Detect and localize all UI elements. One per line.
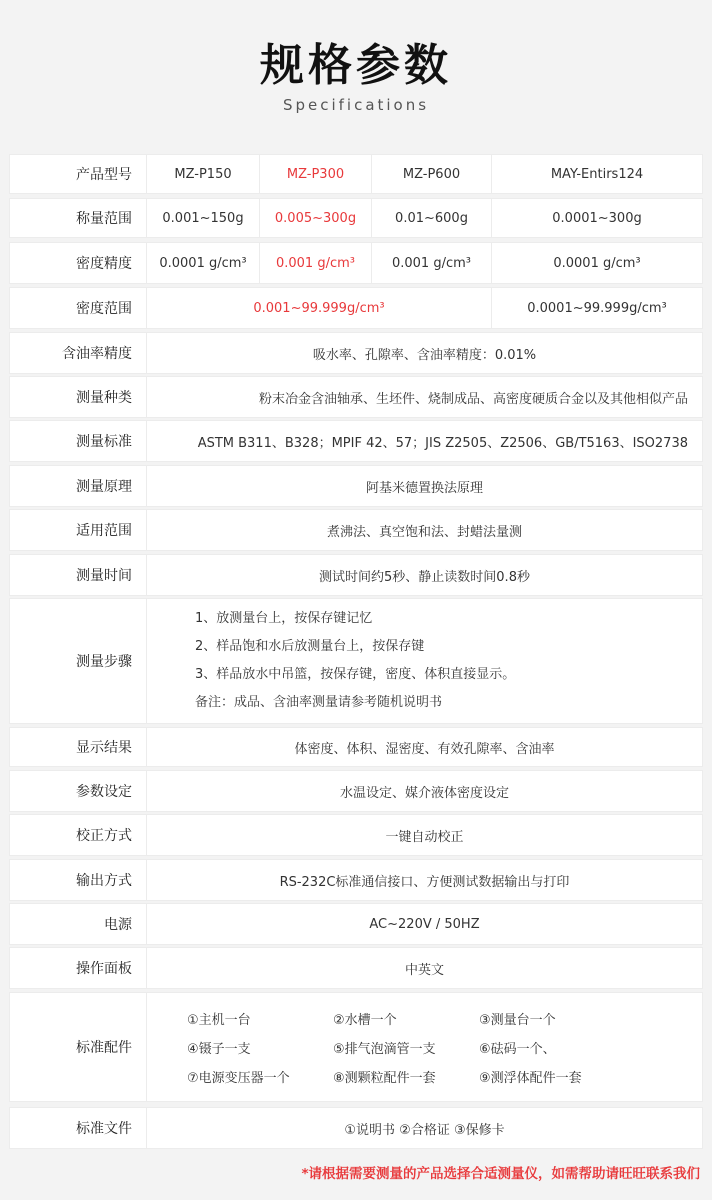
row-cells <box>147 243 702 283</box>
row-label: 测量种类 <box>10 377 147 417</box>
row-value: 体密度、体积、湿密度、有效孔隙率、含油率 <box>294 741 555 757</box>
step-note: 备注：成品、含油率测量请参考随机说明书 <box>195 695 443 710</box>
row-value: 一键自动校正 <box>385 829 464 845</box>
accessory-item: ⑧测颗粒配件一套 <box>333 1070 436 1086</box>
row-value: ASTM B311、B328；MPIF 42、57；JIS Z2505、Z2506、GB/T5163、ISO2738 <box>197 435 688 451</box>
accessory-item: ①主机一台 <box>187 1012 251 1028</box>
density-range-cell: 0.0001~99.999g/cm³ <box>527 300 667 316</box>
range-cell: 0.001~150g <box>147 199 260 237</box>
row-label: 参数设定 <box>10 771 147 811</box>
row-output <box>10 860 702 900</box>
accessory-item: ⑦电源变压器一个 <box>187 1070 290 1086</box>
row-label: 输出方式 <box>10 860 147 900</box>
row-label: 含油率精度 <box>10 333 147 373</box>
row-params <box>10 771 702 811</box>
page-title: 规格参数 <box>260 40 452 91</box>
row-label: 产品型号 <box>10 155 147 193</box>
row-value: 中英文 <box>404 962 444 978</box>
row-value: 水温设定、媒介液体密度设定 <box>339 785 509 801</box>
row-label: 测量原理 <box>10 466 147 506</box>
row-range <box>10 199 702 237</box>
precision-cell: 0.0001 g/cm³ <box>147 243 260 283</box>
row-value: 煮沸法、真空饱和法、封蜡法量测 <box>326 524 522 540</box>
range-cell-highlight: 0.005~300g <box>260 199 372 237</box>
model-cell: MZ-P600 <box>372 155 492 193</box>
model-cell-highlight: MZ-P300 <box>260 155 372 193</box>
row-label: 测量时间 <box>10 555 147 595</box>
row-principle <box>10 466 702 506</box>
row-label: 显示结果 <box>10 728 147 766</box>
model-cell: MZ-P150 <box>147 155 260 193</box>
row-scope <box>10 510 702 550</box>
row-label: 适用范围 <box>10 510 147 550</box>
precision-cell: 0.0001 g/cm³ <box>553 255 641 271</box>
row-label: 标准文件 <box>10 1108 147 1148</box>
row-label: 校正方式 <box>10 815 147 855</box>
row-time <box>10 555 702 595</box>
row-steps <box>10 599 702 723</box>
row-label: 标准配件 <box>10 993 147 1101</box>
accessories-grid <box>147 993 702 1101</box>
row-panel <box>10 948 702 988</box>
row-label: 测量步骤 <box>10 599 147 723</box>
range-cell: 0.0001~300g <box>552 210 642 226</box>
accessory-item: ⑨测浮体配件一套 <box>479 1070 582 1086</box>
row-measure-type <box>10 377 702 417</box>
row-value: 吸水率、孔隙率、含油率精度：0.01% <box>312 347 537 363</box>
row-accessories <box>10 993 702 1101</box>
row-label: 密度范围 <box>10 288 147 328</box>
row-value: 测试时间约5秒、静止读数时间0.8秒 <box>319 569 530 585</box>
accessory-item: ⑥砝码一个、 <box>479 1041 556 1057</box>
accessory-item: ②水槽一个 <box>333 1012 397 1028</box>
density-range-cell-highlight: 0.001~99.999g/cm³ <box>147 288 492 328</box>
row-cells <box>147 199 702 237</box>
accessory-item: ③测量台一个 <box>479 1012 556 1028</box>
accessory-item: ④镊子一支 <box>187 1041 251 1057</box>
row-documents <box>10 1108 702 1148</box>
row-standard <box>10 421 702 461</box>
model-cell: MAY-Entirs124 <box>550 166 644 182</box>
row-value: 阿基米德置换法原理 <box>365 480 483 496</box>
row-models <box>10 155 702 193</box>
row-power <box>10 904 702 944</box>
row-label: 密度精度 <box>10 243 147 283</box>
row-cells <box>147 288 702 328</box>
accessory-item: ⑤排气泡滴管一支 <box>333 1041 436 1057</box>
row-value: 粉末冶金含油轴承、生坯件、烧制成品、高密度硬质合金以及其他相似产品 <box>258 391 688 407</box>
row-oil-precision <box>10 333 702 373</box>
step-item: 3、样品放水中吊篮，按保存键，密度、体积直接显示。 <box>195 667 516 682</box>
precision-cell-highlight: 0.001 g/cm³ <box>260 243 372 283</box>
row-display <box>10 728 702 766</box>
row-value: RS-232C标准通信接口、方便测试数据输出与打印 <box>279 874 570 890</box>
step-item: 1、放测量台上，按保存键记忆 <box>195 611 373 626</box>
row-calibration <box>10 815 702 855</box>
steps-list <box>147 599 702 723</box>
row-value: AC~220V / 50HZ <box>369 916 480 932</box>
footer-note: *请根据需要测量的产品选择合适测量仪，如需帮助请旺旺联系我们 <box>301 1166 700 1182</box>
row-cells <box>147 155 702 193</box>
precision-cell: 0.001 g/cm³ <box>372 243 492 283</box>
step-item: 2、样品饱和水后放测量台上，按保存键 <box>195 639 425 654</box>
row-label: 测量标准 <box>10 421 147 461</box>
range-cell: 0.01~600g <box>372 199 492 237</box>
row-density-range <box>10 288 702 328</box>
row-precision <box>10 243 702 283</box>
page-subtitle: Specifications <box>282 96 430 114</box>
row-label: 电源 <box>10 904 147 944</box>
row-label: 操作面板 <box>10 948 147 988</box>
row-value: ①说明书 ②合格证 ③保修卡 <box>344 1122 505 1138</box>
row-label: 称量范围 <box>10 199 147 237</box>
